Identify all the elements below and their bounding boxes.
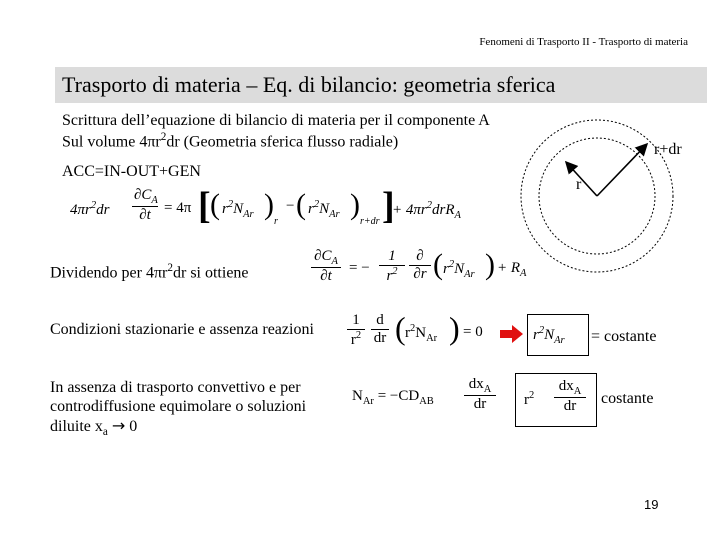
intro-line-2-prefix: Sul volume 4πr — [62, 133, 161, 151]
result2-label: costante — [601, 390, 654, 407]
convective-text — [50, 378, 306, 442]
convective-line-3-prefix: diluite x — [50, 418, 103, 435]
intro-line-2-sup: 2 — [160, 131, 167, 143]
convective-line-3-suffix: 0 — [129, 418, 138, 435]
divided-equation: $\frac{\partial C_A}{\partial t}$ = − $\frac{1}{r^2}$ ∂ ∂r ( $r^2N_{Ar}$ ) + $R_A$ — [305, 246, 545, 298]
intro-line-1: Scrittura dell’equazione di bilancio di materia per il componente A — [62, 112, 490, 129]
dividing-text — [50, 262, 249, 282]
slide-header: Fenomeni di Trasporto II - Trasporto di materia — [479, 36, 688, 48]
right-arrow-icon: → — [111, 416, 126, 435]
result1-label: = costante — [591, 328, 657, 345]
inner-radius-arrow — [566, 162, 597, 196]
balance-label: ACC=IN-OUT+GEN — [62, 163, 201, 180]
convective-line-2: controdiffusione equimolare o soluzioni — [50, 398, 307, 415]
page-number: 19 — [644, 497, 659, 512]
intro-line-2 — [62, 131, 398, 151]
fick-equation: $N_{Ar} = -CD_{AB}$ $dx_A$ dr — [350, 374, 510, 426]
result-box-1: $r^2N_{Ar}$ — [527, 314, 589, 356]
stationary-label: Condizioni stazionarie e assenza reazioni — [50, 321, 314, 338]
implies-arrow-icon — [500, 324, 524, 344]
convective-line-1: In assenza di trasporto convettivo e per — [50, 379, 301, 396]
balance-equation: $4\pi r^2dr$ $\frac{\partial C_A}{\partial t}$ = 4π [ ( $r^2N_{Ar}$ ) r − ( $r^2N_{Ar}$ ) r+dr ] + $4\pi r^2drR_A$ — [70, 185, 461, 227]
result1-label-text: costante — [604, 328, 657, 345]
outer-radius-label: r+dr — [654, 141, 682, 158]
result-box-2: $r^2$ $dx_A$ dr — [515, 373, 597, 427]
convective-line-3-sub: a — [102, 426, 108, 439]
stationary-equation: $\frac{1}{r^2}$ $\frac{d}{dr}$ ( $r^2N_{Ar}$ ) = 0 — [345, 310, 495, 360]
dividing-sup: 2 — [167, 262, 173, 274]
dividing-prefix: Dividendo per 4πr — [50, 264, 168, 282]
inner-radius-label: r — [576, 176, 582, 193]
dividing-suffix: dr si ottiene — [172, 264, 249, 282]
intro-line-2-suffix: dr (Geometria sferica flusso radiale) — [166, 133, 399, 151]
slide-title: Trasporto di materia – Eq. di bilancio: geometria sferica — [62, 72, 556, 97]
outer-radius-arrow — [597, 144, 647, 196]
